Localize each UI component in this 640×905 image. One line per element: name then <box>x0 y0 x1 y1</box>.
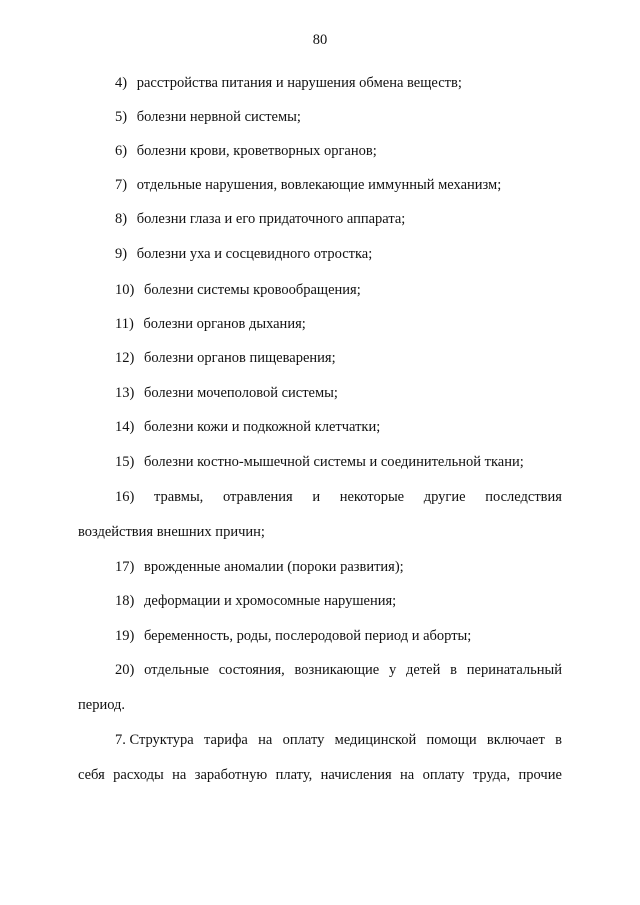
list-item-number: 18) <box>115 593 135 609</box>
list-item-text: болезни кожи и подкожной клетчатки; <box>143 419 381 435</box>
list-item-number: 9) <box>115 246 128 262</box>
list-item-number: 20) <box>115 662 135 678</box>
list-item <box>115 661 562 679</box>
list-item-word: возникающие <box>294 662 380 678</box>
list-item-text: отдельные нарушения, вовлекающие иммунный механизм; <box>136 177 502 193</box>
list-item-word: другие <box>423 489 466 505</box>
list-item-number: 15) <box>115 454 135 470</box>
page-number: 80 <box>312 32 328 48</box>
list-item-text: болезни нервной системы; <box>136 109 301 125</box>
list-item-number: 8) <box>115 211 128 227</box>
list-item-number: 7) <box>115 177 128 193</box>
list-item-text: болезни крови, кроветворных органов; <box>136 143 377 159</box>
paragraph-word: труда, <box>472 767 511 783</box>
list-item <box>115 592 396 610</box>
list-item-word: некоторые <box>339 489 405 505</box>
list-item-text: расстройства питания и нарушения обмена веществ; <box>136 75 462 91</box>
list-item-text: врожденные аномалии (пороки развития); <box>143 559 404 575</box>
list-item <box>115 176 501 194</box>
list-item-continuation: воздействия внешних причин; <box>78 524 265 540</box>
list-item-number: 17) <box>115 559 135 575</box>
list-item <box>115 108 301 126</box>
paragraph-word: себя <box>78 767 105 783</box>
list-item-text: болезни органов дыхания; <box>143 316 306 332</box>
list-item-number: 19) <box>115 628 135 644</box>
list-item-number: 4) <box>115 75 128 91</box>
list-item-word: перинатальный <box>466 662 562 678</box>
list-item-text: болезни глаза и его придаточного аппарата; <box>136 211 406 227</box>
list-item-number: 13) <box>115 385 135 401</box>
list-item-word: в <box>450 662 458 678</box>
paragraph-word: заработную <box>194 767 268 783</box>
list-item <box>115 349 336 367</box>
paragraph-word: начисления <box>320 767 392 783</box>
list-item <box>115 488 562 506</box>
list-item-number: 16) <box>115 489 135 505</box>
list-item-text: деформации и хромосомные нарушения; <box>143 593 397 609</box>
list-item <box>115 210 405 228</box>
list-item-number: 11) <box>115 316 134 332</box>
list-item-word: у <box>389 662 397 678</box>
list-item-number: 14) <box>115 419 135 435</box>
list-item-number: 6) <box>115 143 128 159</box>
list-item-text: беременность, роды, послеродовой период и аборты; <box>143 628 472 644</box>
list-item-number: 12) <box>115 350 135 366</box>
paragraph-word: оплату <box>282 732 325 748</box>
list-item-text: болезни мочеполовой системы; <box>143 385 338 401</box>
list-item-word: отдельные <box>144 662 209 678</box>
list-item-text: болезни органов пищеварения; <box>143 350 336 366</box>
list-item-word: и <box>312 489 321 505</box>
list-item-continuation: период. <box>78 697 126 713</box>
list-item <box>115 418 380 436</box>
paragraph-word: 7. Структура <box>115 732 194 748</box>
list-item <box>115 453 524 471</box>
list-item <box>115 74 462 92</box>
paragraph-word: в <box>555 732 562 748</box>
list-item <box>115 558 404 576</box>
paragraph-line <box>78 766 562 784</box>
paragraph-word: на <box>400 767 415 783</box>
list-item-word: последствия <box>485 489 562 505</box>
list-item <box>115 384 338 402</box>
paragraph-word: тарифа <box>204 732 248 748</box>
paragraph-word: медицинской <box>334 732 417 748</box>
list-item <box>115 627 471 645</box>
paragraph-word: плату, <box>275 767 313 783</box>
paragraph-word: на <box>258 732 273 748</box>
paragraph-word: включает <box>486 732 545 748</box>
list-item-number: 5) <box>115 109 128 125</box>
paragraph-word: на <box>172 767 187 783</box>
list-item-word: детей <box>406 662 441 678</box>
list-item-word: состояния, <box>218 662 285 678</box>
list-item-text: болезни уха и сосцевидного отростка; <box>136 246 373 262</box>
paragraph-line <box>115 731 562 749</box>
paragraph-word: оплату <box>422 767 465 783</box>
paragraph-word: помощи <box>426 732 477 748</box>
paragraph-word: прочие <box>518 767 562 783</box>
paragraph-word: расходы <box>113 767 164 783</box>
list-item-word: отравления <box>222 489 293 505</box>
list-item-number: 10) <box>115 282 135 298</box>
list-item <box>115 245 372 263</box>
list-item-text: болезни костно-мышечной системы и соединительной ткани; <box>143 454 524 470</box>
list-item <box>115 281 361 299</box>
list-item-text: болезни системы кровообращения; <box>143 282 361 298</box>
list-item-word: травмы, <box>153 489 204 505</box>
list-item <box>115 142 377 160</box>
list-item <box>115 315 306 333</box>
